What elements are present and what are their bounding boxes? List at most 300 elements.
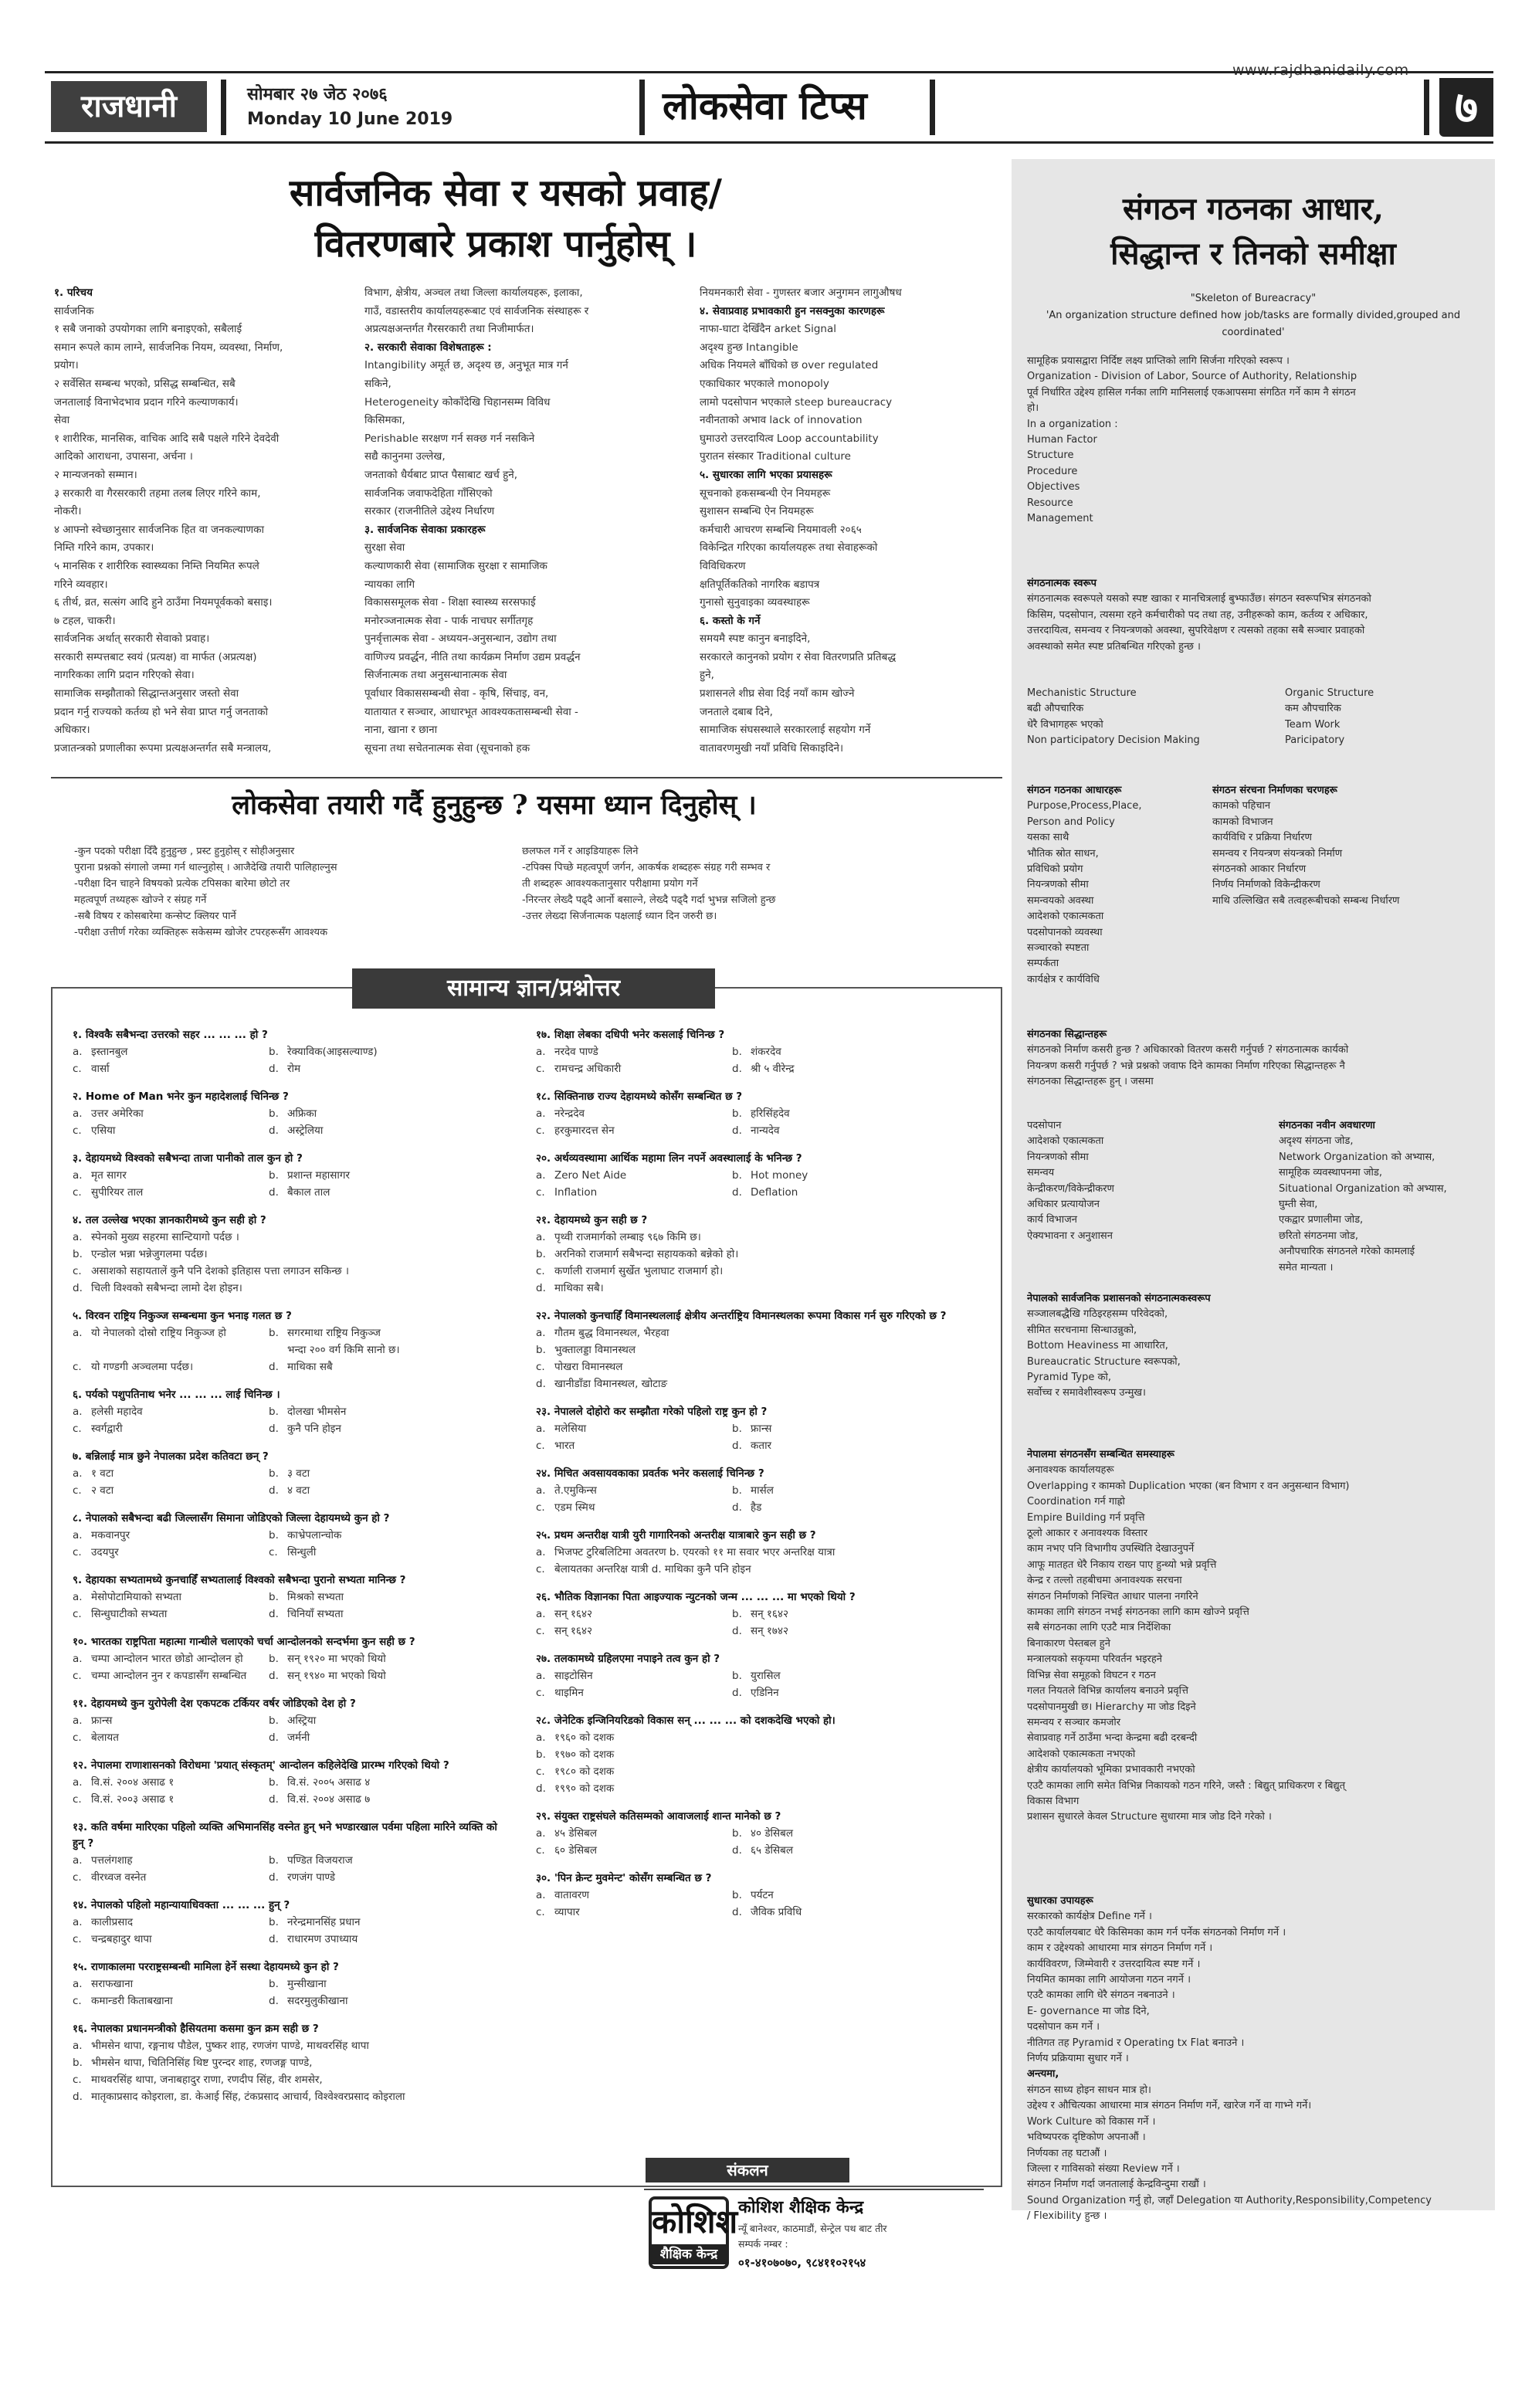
- text-line: Mechanistic Structure: [1027, 687, 1137, 699]
- option-text: रेक्याविक(आइसल्याण्ड): [287, 1046, 378, 1058]
- answer-options: [73, 1324, 505, 1358]
- question-text: १७. शिक्षा लेबका दधिपी भनेर कसलाई चिनिन्छ ?: [536, 1029, 725, 1041]
- option-letter: b.: [732, 1889, 742, 1901]
- question-text: ५. विरवन राष्ट्रिय निकुञ्ज सम्बन्धमा कुन भनाइ गलत छ ?: [73, 1310, 292, 1322]
- text-line: आफू मातहत धेरै निकाय राख्न पाए हुन्थ्यो भन्ने प्रवृत्ति: [1027, 1558, 1217, 1571]
- text-line: अनावश्यक कार्यालयहरू: [1027, 1464, 1114, 1477]
- answer-options: [536, 1229, 984, 1297]
- text-line: उत्तरदायित्व, समन्वय र नियन्त्रणको अवस्था, सुपरिवेक्षण र त्यसको तहका सबै सञ्चार प्रवाहको: [1027, 625, 1365, 637]
- option-letter: b.: [732, 1046, 742, 1058]
- sidebar-quote: [1027, 290, 1479, 341]
- option-letter: c.: [536, 1063, 545, 1075]
- text-line: ती शब्दहरू आवश्यकतानुसार परीक्षामा प्रयोग गर्ने: [522, 878, 698, 890]
- text-line: वातावरणमुखी नयाँ प्रविधि सिकाइदिने।: [700, 741, 844, 755]
- text-line: एकाधिकार भएकाले monopoly: [700, 377, 829, 390]
- article2-column-1: [74, 843, 507, 959]
- text-line: -टपिक्स पिच्छे महत्वपूर्ण जर्गन, आकर्षक शब्दहरू संग्रह गरी सम्भव र: [522, 862, 771, 873]
- answer-options: [73, 1358, 505, 1375]
- option-letter: [269, 1341, 287, 1358]
- sidebar-problems: [1027, 1447, 1486, 1826]
- sidebar-nepal-structure: [1027, 1291, 1282, 1402]
- text-line: निर्णयका तह घटाऔं ।: [1027, 2147, 1107, 2159]
- text-line: संगठन निर्माण गर्दा जनतालाई केन्द्रविन्दुमा राखौं ।: [1027, 2179, 1206, 2191]
- sponsor-address: [738, 2221, 887, 2252]
- question-text: २७. तलकामध्ये ग्रहिलएमा नपाइने तत्व कुन हो ?: [536, 1653, 720, 1665]
- text-line: निर्णय प्रक्रियामा सुधार गर्ने ।: [1027, 2053, 1129, 2065]
- answer-options: [73, 2071, 505, 2105]
- text-line: E- governance मा जोड दिने,: [1027, 2005, 1150, 2017]
- option-text: १९८० को दशक: [554, 1765, 615, 1778]
- sidebar-mechanistic-list: [1027, 686, 1274, 749]
- text-line: गाउँ, वडास्तरीय कार्यालयहरूबाट एवं सार्वजनिक संस्थाहरू र: [364, 304, 589, 317]
- option-text: जैविक प्रविधि: [751, 1906, 802, 1918]
- text-line: आदेशको एकात्मकता: [1027, 911, 1104, 923]
- text-line: नाफा-घाटा देखिँदैन arket Signal: [700, 323, 837, 336]
- option-text: रामचन्द्र अधिकारी: [554, 1063, 622, 1075]
- article2-column-2: [522, 843, 985, 959]
- option-text: चम्पा आन्दोलन नुन र कपडासँग सम्बन्धित: [91, 1670, 247, 1682]
- option-text: व्यापार: [554, 1906, 580, 1918]
- option-letter: b.: [269, 1467, 279, 1480]
- text-line: कार्यविवरण, जिम्मेवारी र उत्तरदायित्व स्पष्ट गर्ने ।: [1027, 1958, 1201, 1970]
- date-nepali: सोमबार २७ जेठ २०७६: [247, 85, 388, 104]
- option-letter: d.: [73, 2091, 83, 2103]
- option-letter: a.: [536, 1731, 546, 1744]
- sidebar-solutions: [1027, 1894, 1486, 2225]
- option-text: ४० डेसिबल: [751, 1827, 794, 1840]
- option-letter: d.: [269, 1793, 279, 1806]
- option-letter: c.: [73, 1546, 82, 1558]
- sidebar-structure: [1027, 576, 1483, 655]
- option-text: दोलखा भीमसेन: [287, 1406, 347, 1418]
- option-text: Deflation: [751, 1186, 798, 1199]
- option-letter: c.: [536, 1440, 545, 1452]
- sidebar-title-line1: संगठन गठनका आधार,: [1122, 191, 1385, 227]
- option-letter: a.: [73, 1467, 83, 1480]
- text-line: किसिम, पदसोपान, त्यसमा रहने कर्मचारीको पद तथा तह, उनीहरूको काम, कर्तव्य र अधिकार,: [1027, 609, 1368, 621]
- option-text: Hot money: [751, 1169, 808, 1182]
- option-text: Inflation: [554, 1186, 598, 1199]
- answer-options: [536, 1825, 984, 1859]
- option-letter: d.: [732, 1687, 742, 1699]
- text-line: नाना, खाना र छाना: [364, 724, 438, 737]
- issue-dates: [247, 83, 452, 132]
- option-text: अरनिको राजमार्ग सबैभन्दा सहायकको बन्नेको हो।: [554, 1248, 739, 1260]
- answer-options: [73, 1229, 505, 1263]
- option-letter: b.: [269, 1046, 279, 1058]
- text-line: आदेशको एकात्मकता नभएको: [1027, 1748, 1136, 1760]
- option-letter: c.: [269, 1546, 278, 1558]
- answer-options: [536, 1043, 984, 1077]
- text-line: संगठनको निर्माण कसरी हुन्छ ? अधिकारको वितरण कसरी गर्नुपर्छ ? संगठनात्मक कार्यको: [1027, 1044, 1349, 1056]
- option-letter: c.: [536, 1844, 545, 1857]
- text-line: यसका साथै: [1027, 832, 1069, 844]
- text-line: गुनासो सुनुवाइका व्यवस्थाहरू: [700, 596, 810, 609]
- page-number: ७: [1439, 78, 1493, 137]
- question-text: ६. पर्यको पशुपतिनाथ भनेर ... ... ... लाई चिनिन्छ ।: [73, 1389, 280, 1401]
- option-text: १९६० को दशक: [554, 1731, 615, 1744]
- option-letter: b.: [732, 1107, 742, 1120]
- text-line: अप्रत्यक्षअन्तर्गत गैरसरकारी तथा निजीमार्फत।: [364, 323, 534, 336]
- option-text: सन् १६४२: [554, 1608, 592, 1620]
- text-line: Intangibility अमूर्त छ, अदृश्य छ, अनुभूत मात्र गर्न: [364, 359, 568, 372]
- option-letter: d.: [269, 1423, 279, 1435]
- text-line: जनतालाई विनाभेदभाव प्रदान गरिने कल्याणकार्य।: [54, 395, 239, 409]
- text-line: संगठन गठनका आधारहरू: [1027, 785, 1122, 796]
- option-letter: c.: [536, 1906, 545, 1918]
- quiz-question: [73, 1511, 505, 1561]
- text-line: प्रशासन सुधारले केवल Structure सुधारमा मात्र जोड दिने गरेको ।: [1027, 1811, 1272, 1823]
- quiz-question: [536, 1713, 984, 1797]
- text-line: बिनाकारण पेस्तबल हुने: [1027, 1637, 1110, 1650]
- option-letter: d.: [732, 1625, 742, 1637]
- option-letter: a.: [73, 1653, 83, 1665]
- option-text: काभ्रेपलान्चोक: [287, 1529, 342, 1541]
- option-letter: d.: [732, 1063, 742, 1075]
- text-line: Procedure: [1027, 465, 1078, 477]
- option-letter: c.: [536, 1625, 545, 1637]
- question-text: १. विश्वकै सबैभन्दा उत्तरको सहर ... ... ... हो ?: [73, 1029, 268, 1041]
- option-text: कमान्डरी किताबखाना: [91, 1995, 173, 2007]
- option-text: वातावरण: [554, 1889, 589, 1901]
- text-line: Objectives: [1027, 481, 1080, 493]
- option-text: भीमसेन थापा, चितिनिसिंह थिष्ट पुरन्दर शाह, रणजङ्ग पाण्डे,: [91, 2057, 313, 2069]
- option-letter: a.: [73, 1978, 83, 1990]
- option-text: चम्पा आन्दोलन भारत छोडो आन्दोलन हो: [91, 1653, 243, 1665]
- sidebar-steps-list: [1212, 783, 1483, 909]
- sponsor-name: कोशिश शैक्षिक केन्द्र: [738, 2197, 864, 2217]
- answer-options: [536, 1324, 984, 1392]
- question-text: १४. नेपालको पहिलो महान्यायाधिवक्ता ... ... ... हुन् ?: [73, 1899, 290, 1911]
- text-line: नियन्त्रण कसरी गर्नुपर्छ ? भन्ने प्रश्नको जवाफ दिने कामका निर्माण गरिएका सिद्धान्तहरू नै: [1027, 1060, 1345, 1072]
- text-line: Coordination गर्न गाह्रो: [1027, 1496, 1125, 1508]
- text-line: नियन्त्रणको सीमा: [1027, 879, 1089, 891]
- quiz-column-left: [73, 1027, 505, 2117]
- option-letter: b.: [732, 1423, 742, 1435]
- text-line: १ सबै जनाको उपयोगका लागि बनाइएको, सबैलाई: [54, 323, 242, 336]
- article1-column-2: [364, 284, 681, 775]
- quiz-question: [536, 1027, 984, 1077]
- option-letter: a.: [73, 1916, 83, 1928]
- text-line: समेत मान्यता ।: [1279, 1261, 1334, 1274]
- text-line: संगठनका सिद्धान्तहरू: [1027, 1029, 1107, 1040]
- option-text: हरकुमारदत्त सेन: [554, 1124, 615, 1137]
- option-text: साइटोसिन: [554, 1670, 593, 1682]
- option-letter: a.: [536, 1484, 546, 1497]
- text-line: Work Culture को विकास गर्ने ।: [1027, 2115, 1156, 2128]
- text-line: प्रशासनले शीघ्र सेवा दिई नयाँ काम खोज्ने: [700, 687, 855, 700]
- question-text: २८. जेनेटिक इन्जिनियरिडको विकास सन् ... ... ... को दशकदेखि भएको हो।: [536, 1714, 835, 1727]
- option-text: भारत: [554, 1440, 575, 1452]
- answer-options: [536, 1482, 984, 1516]
- sponsor-logo: [649, 2196, 738, 2269]
- option-letter: a.: [536, 1670, 546, 1682]
- text-line: / Flexibility हुन्छ ।: [1027, 2210, 1107, 2223]
- text-line: कामका लागि संगठन नभई संगठनका लागि काम खोज्ने प्रवृत्ति: [1027, 1606, 1249, 1619]
- text-line: नेपालमा संगठनसँग सम्बन्धित समस्याहरू: [1027, 1449, 1174, 1460]
- option-text: असाशको सहायतालें कुनै पनि देशको इतिहास पत्ता लगाउन सकिन्छ ।: [91, 1265, 349, 1277]
- quiz-question: [73, 1898, 505, 1948]
- text-line: उद्देश्य र औचित्यका आधारमा मात्र संगठन निर्माण गर्ने, खारेज गर्ने वा गाभ्ने गर्ने।: [1027, 2100, 1312, 2112]
- option-text: सिन्धुली: [287, 1546, 317, 1558]
- text-line: संगठन संरचना निर्माणका चरणहरू: [1212, 785, 1337, 796]
- article1-column-3: [700, 284, 1001, 775]
- option-letter: b.: [269, 1854, 279, 1867]
- text-line: Network Organization को अभ्यास,: [1279, 1151, 1435, 1163]
- text-line: ३. सार्वजनिक सेवाका प्रकारहरू: [364, 523, 486, 536]
- option-letter: b.: [732, 1670, 742, 1682]
- text-line: पदसोपान कम गर्ने ।: [1027, 2021, 1100, 2033]
- option-text: चन्द्रबहादुर थापा: [91, 1933, 152, 1945]
- divider-line: [51, 777, 1002, 778]
- option-text: इस्तानबुल: [91, 1046, 128, 1058]
- text-line: घुमाउरो उत्तरदायित्व Loop accountability: [700, 432, 879, 445]
- option-letter: a.: [536, 1169, 546, 1182]
- option-letter: d.: [269, 1670, 279, 1682]
- text-line: संगठनात्मक स्वरूपले यसको स्पष्ट खाका र मानचित्रलाई बुभ्फाउँछ। संगठन स्वरूपभित्र संगठनको: [1027, 593, 1371, 605]
- quote-line: 'An organization structure defined how job/tasks are formally divided,grouped and: [1046, 310, 1461, 321]
- option-text: मार्सल: [751, 1484, 774, 1497]
- answer-options: [73, 1527, 505, 1561]
- answer-options: [73, 1263, 505, 1297]
- option-text: हलेसी महादेव: [91, 1406, 143, 1418]
- text-line: प्रदान गर्नु राज्यको कर्तव्य हो भने सेवा प्राप्त गर्नु जनताको: [54, 705, 268, 718]
- sponsor-address-line: न्यूँ बानेश्वर, काठमाडौं, सेन्ट्रेल पथ बाट तीर: [738, 2223, 887, 2234]
- option-text: सिन्धुघाटीको सभ्यता: [91, 1608, 168, 1620]
- question-text: २९. संयुक्त राष्ट्रसंघले कतिसम्मको आवाजलाई शान्त मानेको छ ?: [536, 1810, 781, 1823]
- text-line: सार्वजनिक: [54, 304, 94, 317]
- text-line: अधिक नियमले बाँधिको छ over regulated: [700, 359, 879, 372]
- option-letter: c.: [73, 1124, 82, 1137]
- text-line: विकाससमूलक सेवा - शिक्षा स्वास्थ्य सरसफाई: [364, 596, 536, 609]
- answer-options: [73, 1167, 505, 1201]
- text-line: पुराना प्रश्नको संगालो जम्मा गर्न थाल्नुहोस् । आजैदेखि तयारी पालिहाल्नुस: [74, 862, 337, 873]
- option-text: १९७० को दशक: [554, 1748, 615, 1761]
- text-line: १ शारीरिक, मानसिक, वाचिक आदि सबै पक्षले गरिने देवदेवी: [54, 432, 280, 445]
- quote-line: coordinated': [1222, 327, 1285, 338]
- quiz-question: [73, 1308, 505, 1358]
- text-line: संगठनात्मक स्वरूप: [1027, 578, 1096, 589]
- option-letter: a.: [536, 1046, 546, 1058]
- quiz-question: [73, 1212, 505, 1263]
- question-text: ११. देहायमध्ये कुन युरोपेली देश एकपटक टर्कियर वर्षर जोडिएको देश हो ?: [73, 1697, 356, 1710]
- option-letter: c.: [73, 1731, 82, 1744]
- option-text: वि.सं. २००३ असाढ १: [91, 1793, 175, 1806]
- article1-title-line2: वितरणबारे प्रकाश पार्नुहोस् ।: [314, 222, 697, 266]
- option-letter: c.: [73, 1933, 82, 1945]
- article1-title-line1: सार्वजनिक सेवा र यसको प्रवाह/: [289, 171, 723, 215]
- option-text: कतार: [751, 1440, 772, 1452]
- option-letter: c.: [536, 1265, 545, 1277]
- text-line: काम नभए पनि विभागीय उपस्थिति देखाउनुपर्ने: [1027, 1543, 1195, 1555]
- option-text: नान्यदेव: [751, 1124, 780, 1137]
- text-line: ५ मानसिक र शारीरिक स्वास्थ्यका निम्ति नियमित रूपले: [54, 559, 259, 572]
- answer-options: [536, 1544, 984, 1578]
- option-text: अफ्रिका: [287, 1107, 317, 1120]
- option-text: माथवरसिंह थापा, जनाबहादुर राणा, रणदीप सिंह, वीर शमसेर,: [91, 2074, 323, 2086]
- option-text: मेसोपोटामियाको सभ्यता: [91, 1591, 181, 1603]
- quiz-question: [536, 1404, 984, 1454]
- answer-options: [73, 2037, 505, 2071]
- option-letter: d.: [269, 1186, 279, 1199]
- option-text: प्रशान्त महासागर: [287, 1169, 350, 1182]
- option-text: कालीप्रसाद: [91, 1916, 133, 1928]
- question-text: २३. नेपालले दोहोरो कर सम्झौता गरेको पहिलो राष्ट्र कुन हो ?: [536, 1406, 768, 1418]
- text-line: पूर्वाधार विकाससम्बन्धी सेवा - कृषि, सिंचाइ, वन,: [364, 687, 549, 700]
- option-text: सन् १९४० मा भएको थियो: [287, 1670, 386, 1682]
- text-line: ७ टहल, चाकरी।: [54, 614, 116, 627]
- quiz-question: [73, 2021, 505, 2071]
- option-text: Zero Net Aide: [554, 1169, 627, 1182]
- text-line: सीमित सरचनामा सिन्धाउन्नुको,: [1027, 1324, 1137, 1336]
- answer-options: [536, 1729, 984, 1797]
- text-line: समन्वय: [1027, 1167, 1055, 1179]
- option-letter: c.: [73, 1265, 82, 1277]
- option-letter: c.: [73, 1793, 82, 1806]
- text-line: सूचना तथा सचेतनात्मक सेवा (सूचनाको हक: [364, 741, 530, 755]
- text-line: सामाजिक संघसस्थाले सरकारलाई सहयोग गर्ने: [700, 724, 871, 737]
- option-letter: b.: [269, 1169, 279, 1182]
- option-letter: c.: [73, 2074, 82, 2086]
- text-line: Heterogeneity कोकाँदेखि चिहानसम्म विविध: [364, 395, 551, 409]
- quiz-question: [536, 1589, 984, 1640]
- option-text: एडम स्मिथ: [554, 1501, 595, 1514]
- option-letter: d.: [732, 1501, 742, 1514]
- text-line: -निरन्तर लेख्दै पढ्दै आर्नो बसाल्ने, लेख्दै पढ्दै गर्दा भुभन्न सजिलो हुन्छ: [522, 894, 776, 906]
- text-line: सरकारको कार्यक्षेत्र Define गर्ने ।: [1027, 1911, 1152, 1923]
- option-text: एडिनिन: [751, 1687, 779, 1699]
- option-letter: c.: [536, 1687, 545, 1699]
- text-line: Team Work: [1285, 718, 1340, 731]
- text-line: धेरै विभागहरू भएको: [1027, 718, 1103, 731]
- text-line: पूर्व निर्धारित उद्देश्य हासिल गर्नका लागि मानिसलाई एकआपसमा संगठित गर्ने काम नै संगठन: [1027, 386, 1356, 399]
- question-text: ९. देहायका सभ्यतामध्ये कुनचाहिँ सभ्यतालाई विश्वको सबैभन्दा पुरानो सभ्यता मानिन्छ ?: [73, 1574, 406, 1586]
- option-letter: c.: [536, 1361, 545, 1373]
- text-line: वाणिज्य प्रवर्द्धन, नीति तथा कार्यक्रम निर्माण उद्यम प्रवर्द्धन: [364, 650, 581, 663]
- option-letter: b.: [269, 1916, 279, 1928]
- quiz-question: [536, 1212, 984, 1297]
- option-text: राधारमण उपाध्याय: [287, 1933, 358, 1945]
- option-text: नरेन्द्रदेव: [554, 1107, 585, 1120]
- option-letter: a.: [536, 1327, 546, 1339]
- option-letter: d.: [536, 1282, 546, 1294]
- option-letter: a.: [73, 1231, 83, 1243]
- answer-options: [73, 1976, 505, 2009]
- text-line: सञ्चारको स्पष्टता: [1027, 942, 1090, 955]
- text-line: जनताले दबाब दिने,: [700, 705, 773, 718]
- text-line: विकास विभाग: [1027, 1795, 1080, 1807]
- option-letter: d.: [269, 1608, 279, 1620]
- quiz-question: [73, 1758, 505, 1808]
- option-text: पृथ्वी राजमार्गको लम्बाइ ९६७ किमि छ।: [554, 1231, 701, 1243]
- text-line: सामाजिक सम्झौताको सिद्धान्तअनुसार जस्तो सेवा: [54, 687, 239, 700]
- text-line: सरकारले कानुनको प्रयोग र सेवा वितरणप्रति प्रतिबद्ध: [700, 650, 896, 663]
- text-line: Human Factor: [1027, 434, 1097, 446]
- text-line: कम औपचारिक: [1285, 703, 1341, 715]
- text-line: संगठनको आकार निर्धारण: [1212, 863, 1307, 876]
- option-letter: b.: [269, 1978, 279, 1990]
- option-text: फ्रान्स: [751, 1423, 772, 1435]
- text-line: विभाग, क्षेत्रीय, अञ्चल तथा जिल्ला कार्यालयहरू, इलाका,: [364, 287, 583, 299]
- option-letter: b.: [269, 1406, 279, 1418]
- text-line: प्रजातन्त्रको प्रणालीका रूपमा प्रत्यक्षअन्तर्गत सबै मन्त्रालय,: [54, 741, 272, 755]
- option-text: श्री ५ वीरेन्द्र: [751, 1063, 795, 1075]
- option-letter: a.: [73, 1854, 83, 1867]
- text-line: विकेन्द्रित गरिएका कार्यालयहरू तथा सेवाहरूको: [700, 541, 878, 555]
- quiz-question: [73, 1387, 505, 1437]
- date-english: Monday 10 June 2019: [247, 110, 453, 129]
- text-line: अन्त्यमा,: [1027, 2068, 1059, 2081]
- option-letter: c.: [73, 1995, 82, 2007]
- sidebar-organic-list: [1285, 686, 1478, 749]
- quiz-banner: सामान्य ज्ञान/प्रश्नोत्तर: [352, 968, 715, 1009]
- text-line: समन्वय र नियन्त्रण संयन्त्रको निर्माण: [1212, 847, 1343, 860]
- option-letter: d.: [732, 1186, 742, 1199]
- quiz-question: [536, 1528, 984, 1578]
- site-url[interactable]: www.rajdhanidaily.com: [1232, 62, 1409, 79]
- text-line: कार्यविधि र प्रक्रिया निर्धारण: [1212, 832, 1312, 844]
- option-letter: a.: [536, 1889, 546, 1901]
- text-line: एउटै कार्यालयबाट धेरै किसिमका काम गर्न पर्नेक संगठनको निर्माण गर्ने ।: [1027, 1926, 1286, 1938]
- text-line: -कुन पदको परीक्षा दिँदै हुनुहुन्छ , प्रस्ट हुनुहोस् र सोहीअनुसार: [74, 846, 295, 857]
- article1-column-1: [54, 284, 347, 775]
- text-line: ६ तीर्थ, व्रत, सत्संग आदि हुने ठाउँमा नियमपूर्वकको बसाइ।: [54, 596, 273, 609]
- option-letter: b.: [73, 2057, 83, 2069]
- text-line: सुरक्षा सेवा: [364, 541, 405, 555]
- text-line: काम र उद्देश्यको आधारमा मात्र संगठन निर्माण गर्ने ।: [1027, 1942, 1213, 1955]
- text-line: नोकरी।: [54, 505, 82, 518]
- option-text: नरदेव पाण्डे: [554, 1046, 598, 1058]
- option-letter: b.: [269, 1107, 279, 1120]
- option-text: थाइमिन: [554, 1687, 584, 1699]
- option-text: स्वर्गद्वारी: [91, 1423, 123, 1435]
- text-line: सिर्जनात्मक तथा अनुसन्धानात्मक सेवा: [364, 669, 507, 682]
- option-letter: d.: [536, 1782, 546, 1795]
- text-line: यातायात र सञ्चार, आधारभूत आवश्यकतासम्बन्धी सेवा -: [364, 705, 578, 718]
- text-line: नियमनकारी सेवा - गुणस्तर बजार अनुगमन लागुऔषध: [700, 287, 902, 299]
- text-line: २ सर्वेसित सम्बन्ध भएको, प्रसिद्ध सम्बन्धित, सबै: [54, 377, 236, 390]
- option-text: वि.सं. २००५ असाढ ४: [287, 1776, 371, 1789]
- answer-options: [536, 1420, 984, 1454]
- text-line: नीतिगत तह Pyramid र Operating tx Flat बनाउने ।: [1027, 2037, 1245, 2049]
- sidebar-new-concepts: [1279, 1118, 1487, 1276]
- text-line: सरकार (राजनीतिले उद्देश्य निर्धारण: [364, 505, 495, 518]
- text-line: पदसोपानको व्यवस्था: [1027, 926, 1103, 938]
- option-letter: c.: [73, 1361, 82, 1373]
- text-line: Overlapping र कामको Duplication भएका (बन विभाग र वन अनुसन्धान विभाग): [1027, 1480, 1350, 1492]
- text-line: सुधारका उपायहरू: [1027, 1895, 1093, 1907]
- option-letter: c.: [536, 1765, 545, 1778]
- option-text: ६० डेसिबल: [554, 1844, 598, 1857]
- text-line: १. परिचय: [54, 287, 93, 299]
- text-line: छरितो संगठनमा जोड,: [1279, 1229, 1358, 1242]
- text-line: गलत नियतले विभिन्न कार्यालय बनाउने प्रवृत्ति: [1027, 1685, 1188, 1697]
- option-letter: d.: [73, 1282, 83, 1294]
- masthead-divider: [930, 80, 935, 135]
- option-letter: d.: [732, 1124, 742, 1137]
- text-line: एकद्वार प्रणालीमा जोड,: [1279, 1214, 1364, 1226]
- text-line: मनोरञ्जनात्मक सेवा - पार्क नाचघर सर्गीतगृह: [364, 614, 534, 627]
- option-letter: d.: [269, 1995, 279, 2007]
- text-line: ५. सुधारका लागि भएका प्रयासहरू: [700, 468, 832, 481]
- text-line: Pyramid Type को,: [1027, 1372, 1111, 1384]
- text-line: न्यायका लागि: [364, 578, 415, 591]
- question-text: २१. देहायमध्ये कुन सही छ ?: [536, 1214, 648, 1226]
- option-text: एन्डोल भन्ना भन्नेजुगलमा पर्दछ।: [91, 1248, 208, 1260]
- text-line: गरिने व्यवहार।: [54, 578, 108, 591]
- text-line: सुशासन सम्बन्धि ऐन नियमहरू: [700, 505, 814, 518]
- answer-options: [73, 1852, 505, 1886]
